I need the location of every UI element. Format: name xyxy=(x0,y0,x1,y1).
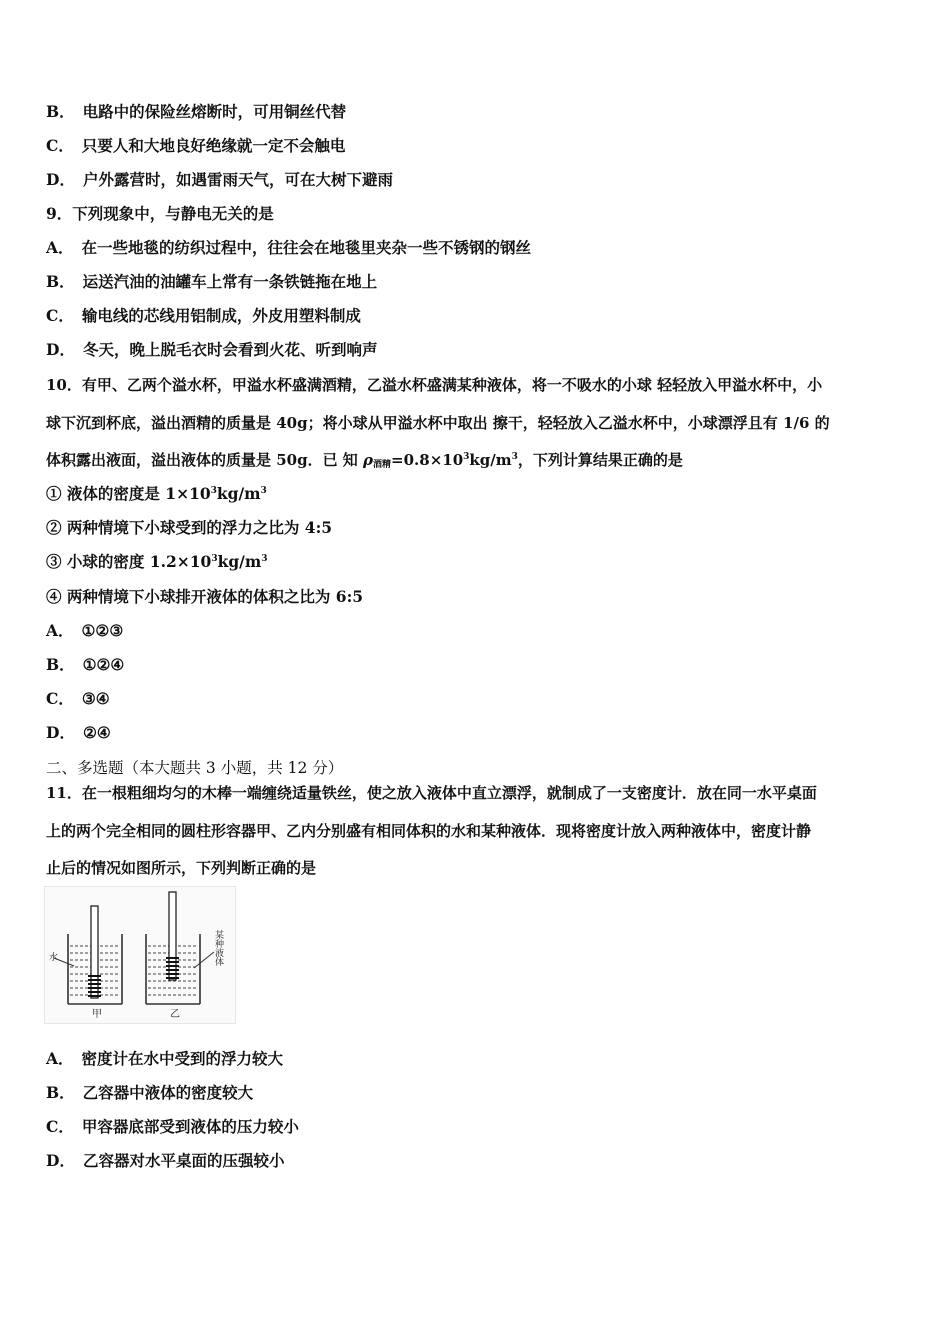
hydrometer-figure xyxy=(44,886,236,1024)
q10-option-d: D． ②④ xyxy=(46,723,111,742)
q10-statement-4: ④ 两种情境下小球排开液体的体积之比为 6:5 xyxy=(46,587,364,606)
q11-option-a: A． 密度计在水中受到的浮力较大 xyxy=(46,1049,284,1068)
q11-option-c: C． 甲容器底部受到液体的压力较小 xyxy=(46,1117,299,1136)
q10-statement-1: ① 液体的密度是 $1\times 10^3kg/m^3$ xyxy=(46,484,267,503)
q9-stem: 9．下列现象中，与静电无关的是 xyxy=(46,204,274,223)
q9-option-b: B． 运送汽油的油罐车上常有一条铁链拖在地上 xyxy=(46,272,378,291)
q9-option-c: C． 输电线的芯线用铝制成，外皮用塑料制成 xyxy=(46,306,361,325)
figure-frame xyxy=(45,887,236,1024)
label-liquid: 某种液体 xyxy=(214,930,224,966)
q10-stem-line2: 球下沉到杯底，溢出酒精的质量是 40g；将小球从甲溢水杯中取出 擦干，轻轻放入乙溢水杯中，小球漂浮且有 1/6 的 xyxy=(46,414,830,432)
q11-option-b: B． 乙容器中液体的密度较大 xyxy=(46,1083,254,1102)
q11-stem-line2: 上的两个完全相同的圆柱形容器甲、乙内分别盛有相同体积的水和某种液体．现将密度计放入两种液体中，密度计静 xyxy=(46,822,812,840)
q8-option-d: D． 户外露营时，如遇雷雨天气，可在大树下避雨 xyxy=(46,170,393,189)
q8-option-c: C． 只要人和大地良好绝缘就一定不会触电 xyxy=(46,136,346,155)
q11-stem-line1: 11．在一根粗细均匀的木棒一端缠绕适量铁丝，使之放入液体中直立漂浮，就制成了一支密度计．放在同一水平桌面 xyxy=(46,784,817,802)
q11-option-d: D． 乙容器对水平桌面的压强较小 xyxy=(46,1151,285,1170)
caption-yi: 乙 xyxy=(170,1009,180,1020)
q9-option-a: A． 在一些地毯的纺织过程中，往往会在地毯里夹杂一些不锈钢的钢丝 xyxy=(46,238,532,257)
caption-jia: 甲 xyxy=(92,1009,102,1020)
section-heading-multiple-choice: 二、多选题（本大题共 3 小题，共 12 分） xyxy=(46,759,344,777)
q11-stem-line3: 止后的情况如图所示，下列判断正确的是 xyxy=(46,859,317,877)
rho-symbol: ρ xyxy=(363,451,374,469)
q9-option-d: D． 冬天，晚上脱毛衣时会看到火花、听到响声 xyxy=(46,340,378,359)
q10-statement-2: ② 两种情境下小球受到的浮力之比为 4:5 xyxy=(46,518,333,537)
q10-stem-line1: 10．有甲、乙两个溢水杯，甲溢水杯盛满酒精，乙溢水杯盛满某种液体，将一不吸水的小球 轻轻放入甲溢水杯中，小 xyxy=(46,376,823,394)
q10-option-c: C． ③④ xyxy=(46,689,110,708)
label-water: 水 xyxy=(49,952,59,962)
q10-option-b: B． ①②④ xyxy=(46,655,125,674)
q8-option-b: B． 电路中的保险丝熔断时，可用铜丝代替 xyxy=(46,102,347,121)
q10-statement-3: ③ 小球的密度 $1.2\times 10^3kg/m^3$ xyxy=(46,552,268,571)
q10-stem-line3: 体积露出液面，溢出液体的质量是 50g．已 知 $\rho_{酒精}=0.8\times 10^3kg/m^3$，下列计算结果正确的是 xyxy=(46,451,683,470)
q10-option-a: A． ①②③ xyxy=(46,621,124,640)
